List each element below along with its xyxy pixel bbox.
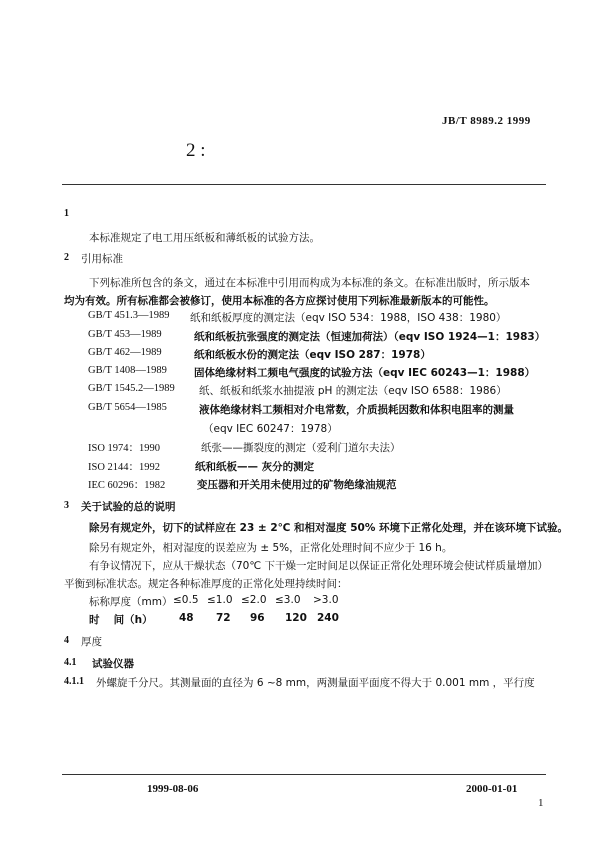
section-3-para1: 除另有规定外，切下的试样应在 23 ± 2℃ 和相对湿度 50% 环境下正常化处理，并在该环境下试验。 bbox=[89, 522, 568, 534]
section-3-para3-line2: 平衡到标准状态。规定各种标准厚度的正常化处理持续时间： bbox=[64, 578, 348, 590]
reference-title: 变压器和开关用未使用过的矿物绝缘油规范 bbox=[197, 479, 397, 491]
reference-title: 液体绝缘材料工频相对介电常数，介质损耗因数和体积电阻率的测量 bbox=[199, 404, 514, 416]
section-3-para3-line1: 有争议情况下，应从干燥状态（70℃ 下干燥一定时间足以保证正常化处理环境会使试样质量增加） bbox=[89, 560, 548, 572]
reference-title: 纸和纸板水份的测定法（eqv ISO 287：1978） bbox=[194, 349, 431, 361]
issue-date: 1999-08-06 bbox=[147, 783, 199, 795]
section-1-number: 1 bbox=[64, 208, 69, 219]
reference-title: 纸和纸板抗张强度的测定法（恒速加荷法）（eqv ISO 1924—1：1983） bbox=[194, 331, 546, 343]
reference-title: 纸和纸板厚度的测定法（eqv ISO 534：1988，ISO 438：1980） bbox=[190, 312, 507, 324]
section-4-1-1-number: 4.1.1 bbox=[64, 676, 84, 687]
reference-title: 纸、纸板和纸浆水抽提液 pH 的测定法（eqv ISO 6588：1986） bbox=[199, 385, 507, 397]
time-value: 120 bbox=[285, 612, 307, 624]
page-title: 2 : bbox=[186, 140, 206, 161]
reference-code: GB/T 5654—1985 bbox=[88, 402, 167, 413]
time-value: 72 bbox=[216, 612, 231, 624]
time-value: 240 bbox=[317, 612, 339, 624]
reference-code: GB/T 1408—1989 bbox=[88, 365, 167, 376]
time-label: 时 间（h） bbox=[89, 614, 153, 626]
section-2-intro-line2: 均为有效。所有标准都会被修订，使用本标准的各方应探讨使用下列标准最新版本的可能性。 bbox=[64, 295, 495, 307]
section-4-heading: 厚度 bbox=[81, 636, 102, 648]
reference-title: 纸和纸板—— 灰分的测定 bbox=[195, 461, 315, 473]
thickness-value: ≤2.0 bbox=[241, 594, 267, 606]
section-4-1-1-text: 外螺旋千分尺。其测量面的直径为 6 ~8 mm，两测量面平面度不得大于 0.001 mm ，平行度 bbox=[96, 677, 535, 689]
thickness-value: ≤1.0 bbox=[207, 594, 233, 606]
thickness-value: >3.0 bbox=[313, 594, 339, 606]
section-3-heading: 关于试验的总的说明 bbox=[81, 501, 176, 513]
section-1-text: 本标准规定了电工用压纸板和薄纸板的试验方法。 bbox=[89, 232, 320, 244]
section-2-intro-line1: 下列标准所包含的条文，通过在本标准中引用而构成为本标准的条文。在标准出版时，所示版本 bbox=[89, 277, 530, 289]
section-2-number: 2 bbox=[64, 252, 69, 263]
effective-date: 2000-01-01 bbox=[466, 783, 518, 795]
time-value: 96 bbox=[250, 612, 265, 624]
thickness-value: ≤3.0 bbox=[275, 594, 301, 606]
section-4-1-heading: 试验仪器 bbox=[92, 658, 134, 670]
reference-code: GB/T 451.3—1989 bbox=[88, 310, 170, 321]
section-4-number: 4 bbox=[64, 635, 69, 646]
reference-code: ISO 1974：1990 bbox=[88, 443, 161, 454]
reference-code: GB/T 1545.2—1989 bbox=[88, 383, 175, 394]
reference-code: GB/T 462—1989 bbox=[88, 347, 162, 358]
reference-title: 纸张——撕裂度的测定（爱利门道尔夫法） bbox=[201, 442, 401, 454]
section-2-heading: 引用标准 bbox=[81, 253, 123, 265]
section-4-1-number: 4.1 bbox=[64, 657, 77, 668]
reference-code: ISO 2144：1992 bbox=[88, 462, 161, 473]
reference-title-continuation: （eqv IEC 60247：1978） bbox=[203, 423, 338, 435]
reference-code: IEC 60296：1982 bbox=[88, 480, 166, 491]
section-3-number: 3 bbox=[64, 500, 69, 511]
footer-divider bbox=[62, 774, 546, 775]
reference-title: 固体绝缘材料工频电气强度的试验方法（eqv IEC 60243—1：1988） bbox=[194, 367, 536, 379]
time-value: 48 bbox=[179, 612, 194, 624]
reference-code: GB/T 453—1989 bbox=[88, 329, 162, 340]
section-3-para2: 除另有规定外，相对湿度的误差应为 ± 5%，正常化处理时间不应少于 16 h。 bbox=[89, 542, 453, 554]
standard-code: JB/T 8989.2 1999 bbox=[442, 115, 531, 127]
header-divider bbox=[62, 184, 546, 185]
thickness-label: 标称厚度（mm） bbox=[89, 596, 173, 608]
page-number: 1 bbox=[538, 797, 544, 809]
thickness-value: ≤0.5 bbox=[173, 594, 199, 606]
